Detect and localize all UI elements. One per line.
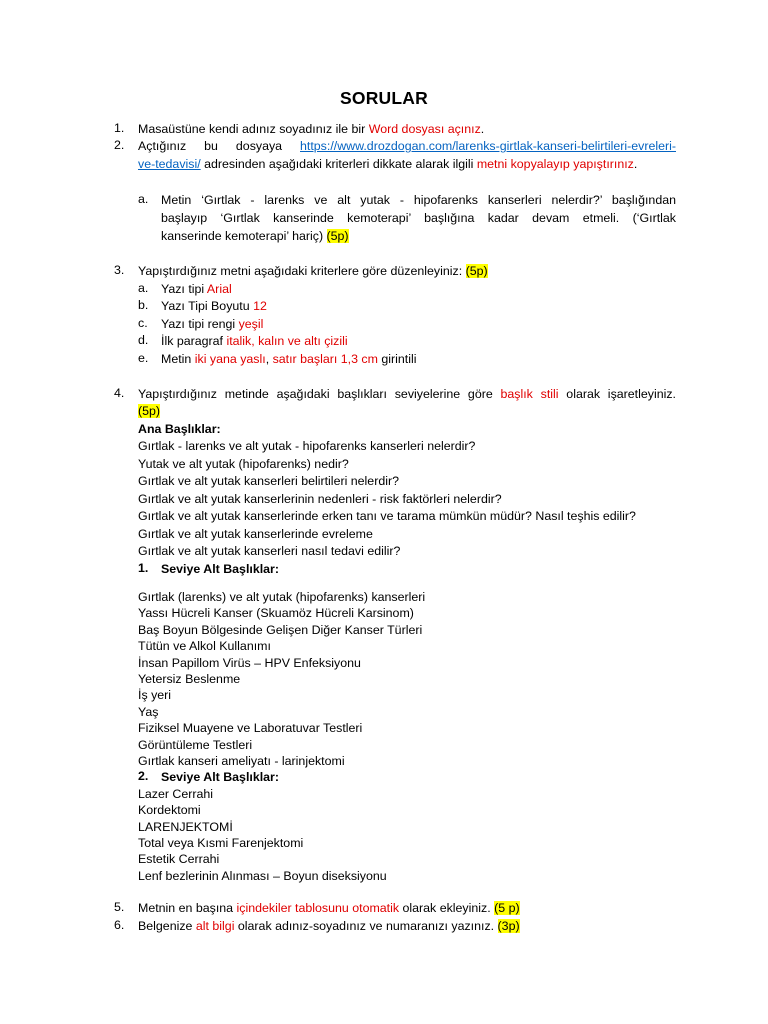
q3c-red: yeşil — [238, 317, 264, 331]
q4-line1 — [138, 386, 676, 403]
q3c-pre: Yazı tipi rengi — [161, 317, 239, 331]
q2-highlight: metni kopyalayıp yapıştırınız — [476, 157, 634, 171]
main-headings-label: Ana Başlıklar: — [138, 422, 221, 436]
q2-line2 — [138, 156, 637, 173]
sub2-item: Estetik Cerrahi — [138, 852, 220, 866]
q3e-mid: , — [265, 352, 273, 366]
sub2-item: Kordektomi — [138, 803, 201, 817]
q6-pre: Belgenize — [138, 919, 196, 933]
q5-highlight: içindekiler tablosunu otomatik — [236, 901, 400, 915]
sub2-label: Seviye Alt Başlıklar: — [161, 770, 280, 784]
main-heading-item: Gırtlak - larenks ve alt yutak - hipofarenks kanserleri nelerdir? — [138, 439, 476, 453]
sub1-item: Baş Boyun Bölgesinde Gelişen Diğer Kanser Türleri — [138, 623, 423, 637]
q6-post: olarak adınız-soyadınız ve numaranızı yazınız. — [234, 919, 498, 933]
sub1-item: İş yeri — [138, 688, 172, 702]
sub1-item: Gırtlak kanseri ameliyatı - larinjektomi — [138, 754, 345, 768]
q2a-line2: başlayıp ‘Gırtlak kanserinde kemoterapi’ başlığına kadar devam etmeli. (‘Gırtlak — [161, 211, 676, 225]
q1-post: . — [480, 122, 485, 136]
main-heading-item: Yutak ve alt yutak (hipofarenks) nedir? — [138, 457, 349, 471]
q1-pre: Masaüstüne kendi adınız soyadınız ile bir — [138, 122, 369, 136]
sub1-number: 1. — [138, 561, 149, 575]
q3d-pre: İlk paragraf — [161, 334, 227, 348]
sub1-item: Gırtlak (larenks) ve alt yutak (hipofarenks) kanserleri — [138, 590, 426, 604]
q1-text — [138, 121, 484, 138]
sub1-item: Yetersiz Beslenme — [138, 672, 241, 686]
q4-pre: Yapıştırdığınız metinde aşağıdaki başlıkları seviyelerine göre — [138, 387, 501, 401]
q3a-pre: Yazı tipi — [161, 282, 207, 296]
sub1-item: Yassı Hücreli Kanser (Skuamöz Hücreli Karsinom) — [138, 606, 414, 620]
sub2-number: 2. — [138, 769, 149, 783]
q2a-line1: Metin ‘Gırtlak - larenks ve alt yutak - hipofarenks kanserleri nelerdir?’ başlığından — [161, 193, 676, 207]
q3e-red2: satır başları 1,3 cm — [272, 352, 378, 366]
sub1-item: İnsan Papillom Virüs – HPV Enfeksiyonu — [138, 656, 361, 670]
q1-highlight: Word dosyası açınız — [368, 122, 481, 136]
sub2-item: Total veya Kısmi Farenjektomi — [138, 836, 304, 850]
sub1-label: Seviye Alt Başlıklar: — [161, 562, 280, 576]
q6-text — [138, 918, 520, 935]
sub1-item: Yaş — [138, 705, 159, 719]
main-heading-item: Gırtlak ve alt yutak kanserleri belirtileri nelerdir? — [138, 474, 399, 488]
q1-number: 1. — [114, 121, 125, 135]
q6-number: 6. — [114, 918, 125, 932]
q2-number: 2. — [114, 138, 125, 152]
q2a-letter: a. — [138, 192, 149, 206]
q3-number: 3. — [114, 263, 125, 277]
q5-post: olarak ekleyiniz. — [399, 901, 495, 915]
sub1-item: Tütün ve Alkol Kullanımı — [138, 639, 271, 653]
q3b-red: 12 — [253, 299, 267, 313]
q3b-text — [161, 298, 267, 315]
q3e-post: girintili — [377, 352, 417, 366]
q4-post: olarak işaretleyiniz. — [558, 387, 676, 401]
q6-highlight: alt bilgi — [195, 919, 235, 933]
sub1-item: Görüntüleme Testleri — [138, 738, 253, 752]
q3e-text — [161, 351, 417, 368]
main-heading-item: Gırtlak ve alt yutak kanserlerinde erken tanı ve tarama mümkün müdür? Nasıl teşhis edilir? — [138, 509, 636, 523]
q6-points: (3p) — [497, 919, 520, 933]
sub1-item: Fiziksel Muayene ve Laboratuvar Testleri — [138, 721, 363, 735]
q3e-letter: e. — [138, 351, 149, 365]
q2-link[interactable]: https://www.drozdogan.com/larenks-girtlak-kanseri-belirtileri-evreleri- — [300, 139, 676, 153]
page-title: SORULAR — [340, 88, 428, 108]
main-heading-item: Gırtlak ve alt yutak kanserlerinin nedenleri - risk faktörleri nelerdir? — [138, 492, 502, 506]
q4-number: 4. — [114, 386, 125, 400]
sub2-item: Lenf bezlerinin Alınması – Boyun diseksiyonu — [138, 869, 387, 883]
q2-line1 — [138, 138, 676, 155]
q3-body: Yapıştırdığınız metni aşağıdaki kriterlere göre düzenleyiniz: — [138, 264, 466, 278]
q3-points: (5p) — [465, 264, 488, 278]
q2-link-cont[interactable]: ve-tedavisi/ — [138, 157, 201, 171]
q3e-pre: Metin — [161, 352, 195, 366]
q3c-letter: c. — [138, 316, 148, 330]
q3a-letter: a. — [138, 281, 149, 295]
q3d-text — [161, 333, 348, 350]
q2a-text: kanserinde kemoterapi’ hariç) — [161, 229, 327, 243]
q5-number: 5. — [114, 900, 125, 914]
q3b-letter: b. — [138, 298, 149, 312]
q3d-red: italik, kalın ve altı çizili — [226, 334, 348, 348]
q5-points: (5 p) — [494, 901, 520, 915]
q5-text — [138, 900, 520, 917]
q5-pre: Metnin en başına — [138, 901, 237, 915]
q2-post: . — [633, 157, 638, 171]
q3a-red: Arial — [206, 282, 232, 296]
q3-text — [138, 263, 488, 280]
q4-points: (5p) — [138, 404, 161, 418]
q3d-letter: d. — [138, 333, 149, 347]
q3e-red: iki yana yaslı — [194, 352, 266, 366]
q2-mid: adresinden aşağıdaki kriterleri dikkate alarak ilgili — [200, 157, 477, 171]
main-heading-item: Gırtlak ve alt yutak kanserlerinde evreleme — [138, 527, 373, 541]
q3b-pre: Yazı Tipi Boyutu — [161, 299, 254, 313]
q2-pre: Açtığınız bu dosyaya — [138, 139, 301, 153]
sub2-item: Lazer Cerrahi — [138, 787, 214, 801]
q2a-points: (5p) — [326, 229, 349, 243]
q3c-text — [161, 316, 263, 333]
main-heading-item: Gırtlak ve alt yutak kanserleri nasıl tedavi edilir? — [138, 544, 401, 558]
q3a-text — [161, 281, 232, 298]
q2a-line3 — [161, 228, 349, 245]
q4-points-line — [138, 403, 160, 420]
sub2-item: LARENJEKTOMİ — [138, 820, 233, 834]
q4-highlight: başlık stili — [500, 387, 559, 401]
